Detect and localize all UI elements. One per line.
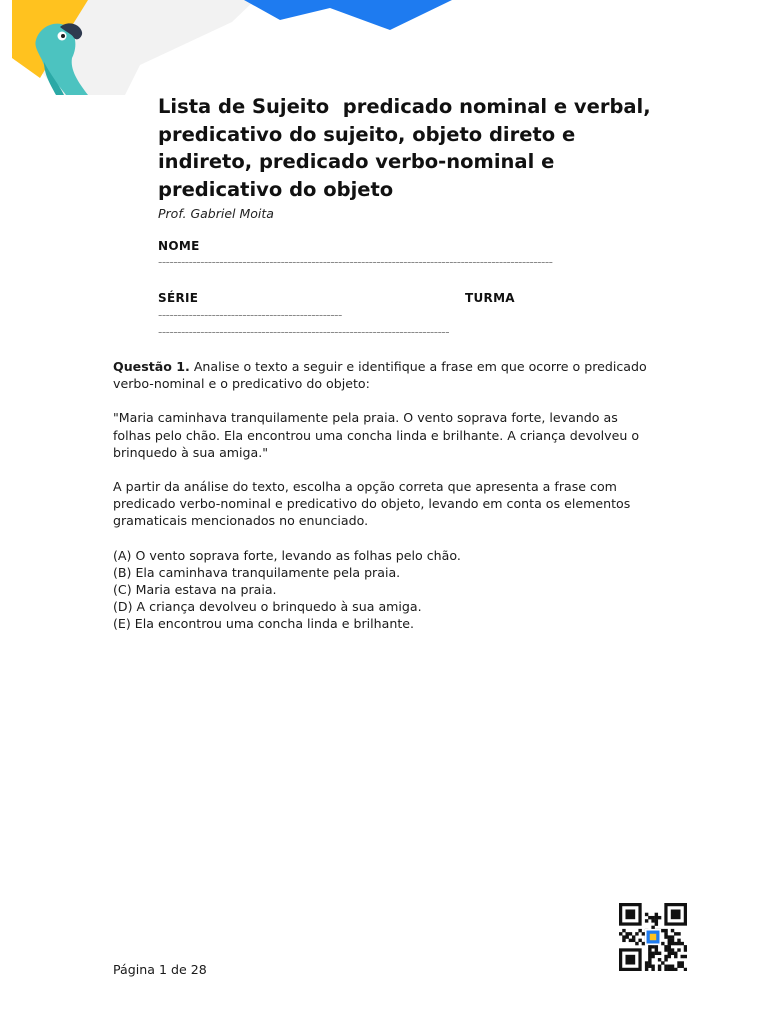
nome-label: NOME (158, 239, 200, 253)
nome-field (158, 238, 658, 270)
question-label: Questão 1. (113, 359, 190, 374)
question-prompt-text: Analise o texto a seguir e identifique a frase em que ocorre o predicado verbo-nominal e o predicativo do objeto: (113, 359, 647, 392)
question-instruction: A partir da análise do texto, escolha a opção correta que apresenta a frase com predicado verbo-nominal e predicativo do objeto, levando em conta os elementos gramaticais mencionados no enunciado. (113, 479, 631, 529)
nome-line: ------------------------------------------------------------------------------------------------------- (158, 255, 553, 269)
option-e: (E) Ela encontrou uma concha linda e brilhante. (113, 616, 415, 632)
author-name: Prof. Gabriel Moita (158, 206, 274, 221)
option-a: (A) O vento soprava forte, levando as folhas pelo chão. (113, 547, 461, 563)
serie-line: ------------------------------------------------ (158, 308, 342, 322)
turma-label: TURMA (465, 291, 515, 305)
qr-code-icon (619, 903, 687, 971)
document-title: Lista de Sujeito predicado nominal e verbal, predicativo do sujeito, objeto direto e indireto, predicado verbo-nominal e predicativo do objeto (158, 95, 658, 201)
option-d: (D) A criança devolveu o brinquedo à sua amiga. (113, 599, 422, 615)
option-b: (B) Ela caminhava tranquilamente pela praia. (113, 564, 401, 580)
turma-line: ---------------------------------------------------------------------------- (158, 325, 450, 339)
serie-label: SÉRIE (158, 291, 199, 305)
question-quote: "Maria caminhava tranquilamente pela praia. O vento soprava forte, levando as folhas pelo chão. Ela encontrou uma concha linda e brilhante. A criança devolveu o brinquedo à sua amiga." (113, 410, 640, 460)
question-block (113, 358, 653, 633)
answer-options (113, 547, 653, 633)
page-number: Página 1 de 28 (113, 962, 207, 977)
option-c: (C) Maria estava na praia. (113, 582, 277, 598)
question-prompt (113, 358, 653, 392)
header-decoration (0, 0, 460, 100)
document-header (158, 93, 658, 222)
